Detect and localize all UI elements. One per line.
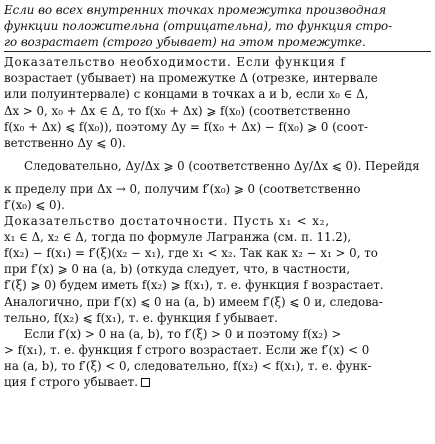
proof-consequently bbox=[4, 151, 431, 213]
proof-sufficiency bbox=[4, 213, 431, 326]
sufficiency-line: при f′(x) ⩾ 0 на (a, b) (откуда следует, что, в частности, bbox=[4, 262, 351, 277]
theorem-line: функции положительна (отрицательна), то функция стро- bbox=[4, 19, 393, 34]
necessity-line: или полуинтервале) с концами в точках a и b, если x₀ ∈ Δ, bbox=[4, 87, 369, 102]
proof-necessity bbox=[4, 54, 431, 151]
theorem-divider bbox=[4, 51, 431, 52]
strict-last-line bbox=[4, 374, 431, 390]
sufficiency-line: Аналогично, при f′(x) ⩽ 0 на (a, b) имеем f′(ξ) ⩽ 0 и, следова- bbox=[4, 294, 383, 309]
strict-line: ция f строго убывает. bbox=[4, 374, 138, 389]
strict-line: > f(x₁), т. е. функция f строго возрастает. Если же f′(x) < 0 bbox=[4, 342, 370, 357]
qed-box-icon bbox=[141, 378, 150, 387]
sufficiency-line: Доказательство достаточности. Пусть x₁ < x₂, bbox=[4, 214, 331, 229]
sufficiency-line: f′(ξ) ⩾ 0) будем иметь f(x₂) ⩾ f(x₁), т. е. функция f возрастает. bbox=[4, 278, 384, 293]
proof-strict bbox=[4, 326, 431, 390]
theorem-line: Если во всех внутренних точках промежутка производная bbox=[4, 3, 387, 17]
theorem-line: го возрастает (строго убывает) на этом промежутке. bbox=[4, 35, 366, 50]
necessity-line: ветственно Δy ⩽ 0). bbox=[4, 135, 126, 150]
theorem-statement bbox=[4, 0, 431, 52]
strict-line: Если f′(x) > 0 на (a, b), то f′(ξ) > 0 и поэтому f(x₂) > bbox=[24, 326, 342, 341]
necessity-line: Δx > 0, x₀ + Δx ∈ Δ, то f(x₀ + Δx) ⩾ f(x₀) (соответственно bbox=[4, 103, 351, 118]
sufficiency-line: x₁ ∈ Δ, x₂ ∈ Δ, тогда по формуле Лагранжа (см. п. 11.2), bbox=[4, 230, 352, 245]
consequently-line: Следовательно, Δy/Δx ⩾ 0 (соответственно Δy/Δx ⩽ 0). Перейдя bbox=[24, 158, 420, 173]
necessity-line: возрастает (убывает) на промежутке Δ (отрезке, интервале bbox=[4, 71, 378, 86]
consequently-line: к пределу при Δx → 0, получим f′(x₀) ⩾ 0 (соответственно bbox=[4, 181, 361, 196]
necessity-line: f(x₀ + Δx) ⩽ f(x₀)), поэтому Δy = f(x₀ + Δx) − f(x₀) ⩾ 0 (соот- bbox=[4, 119, 368, 134]
sufficiency-line: f(x₂) − f(x₁) = f′(ξ)(x₂ − x₁), где x₁ < x₂. Так как x₂ − x₁ > 0, то bbox=[4, 246, 378, 261]
sufficiency-line: тельно, f(x₂) ⩽ f(x₁), т. е. функция f убывает. bbox=[4, 310, 278, 325]
consequently-line: f′(x₀) ⩽ 0). bbox=[4, 197, 65, 212]
strict-line: на (a, b), то f′(ξ) < 0, следовательно, f(x₂) < f(x₁), т. е. функ- bbox=[4, 358, 372, 373]
necessity-line: Доказательство необходимости. Если функция f bbox=[4, 55, 346, 70]
